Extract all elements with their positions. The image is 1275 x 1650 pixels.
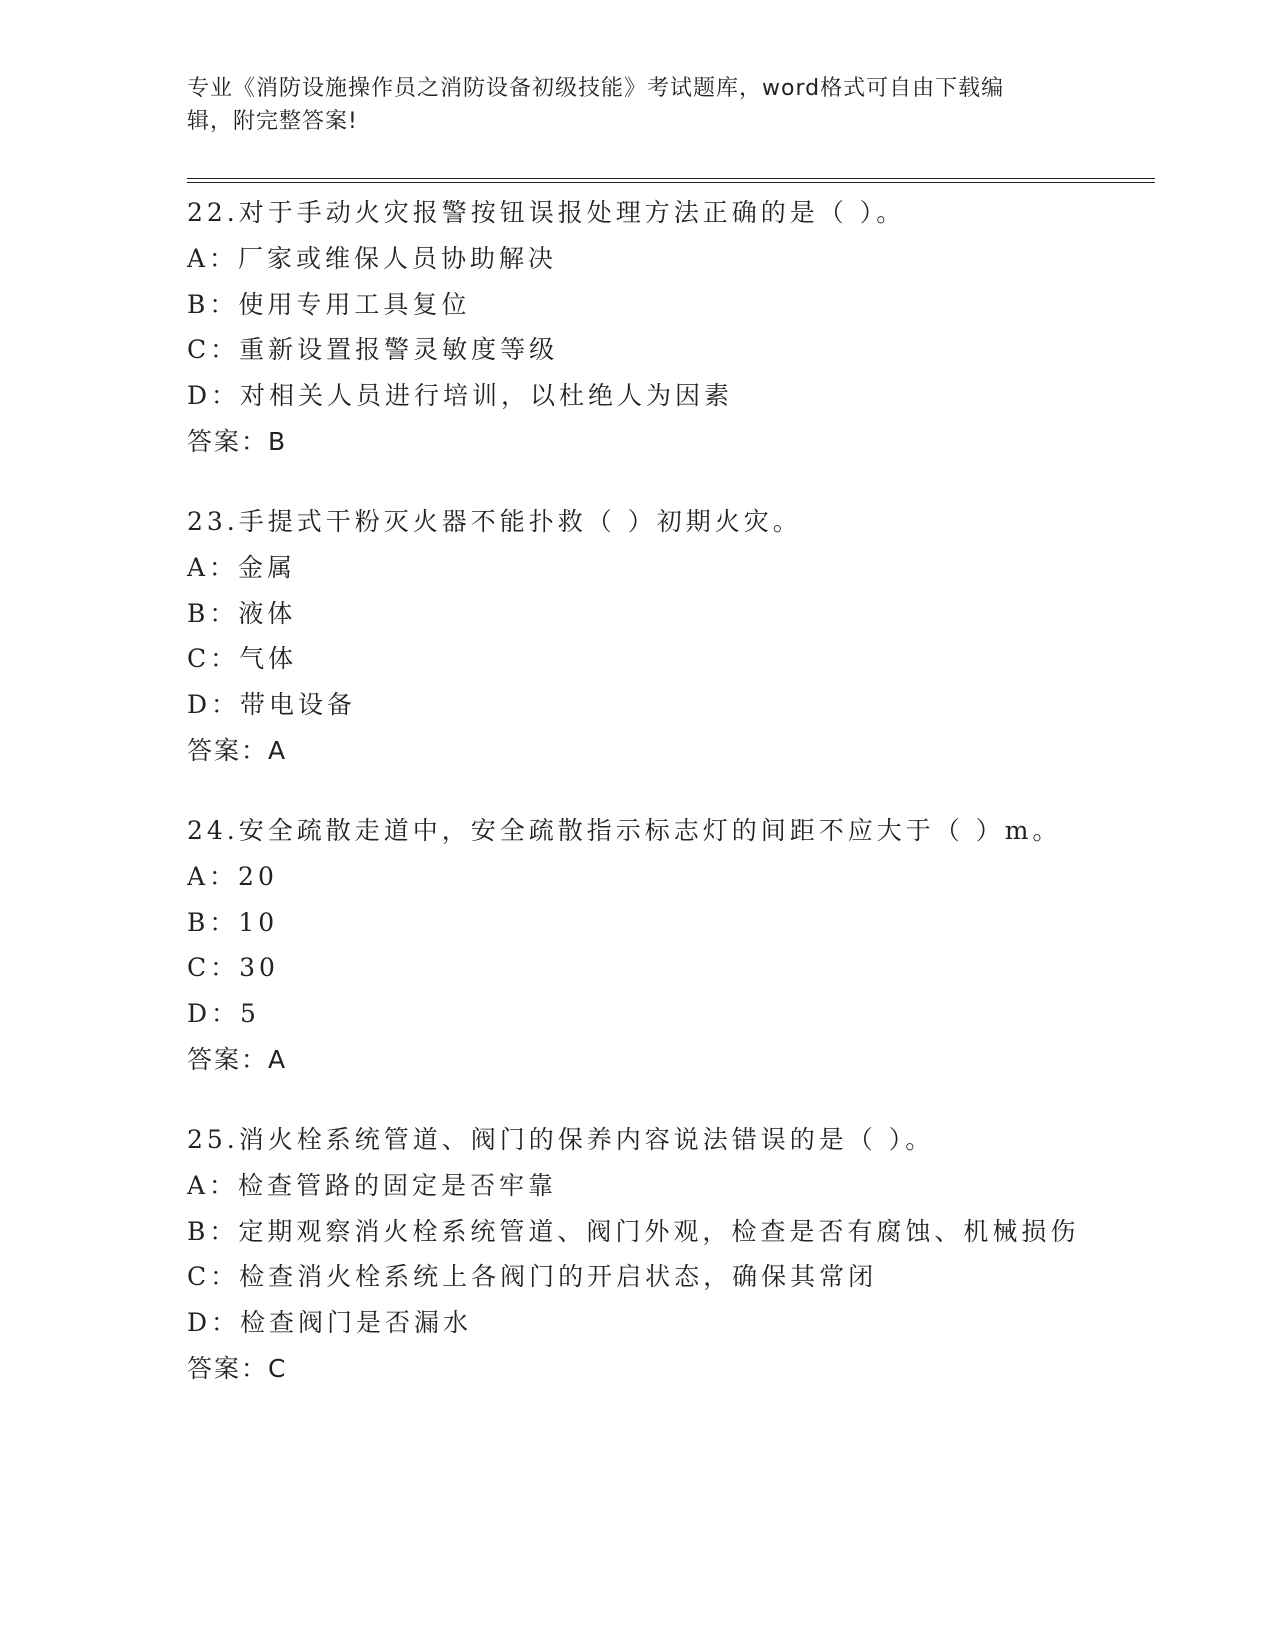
option-d: D：带电设备	[187, 690, 357, 720]
option-c: C：气体	[187, 644, 298, 674]
header-divider	[187, 178, 1155, 183]
option-b: B：使用专用工具复位	[187, 289, 471, 319]
question-stem: 25.消火栓系统管道、阀门的保养内容说法错误的是（ ）。	[187, 1124, 935, 1154]
option-d: D：检查阀门是否漏水	[187, 1308, 473, 1338]
option-a: A：20	[187, 861, 278, 891]
header-line-1: 专业《消防设施操作员之消防设备初级技能》考试题库，word格式可自由下载编	[187, 76, 1005, 101]
option-c: C：检查消火栓系统上各阀门的开启状态，确保其常闭	[187, 1262, 878, 1292]
question-stem: 24.安全疏散走道中，安全疏散指示标志灯的间距不应大于（ ）m。	[187, 815, 1062, 845]
question-23	[187, 499, 1167, 774]
answer-line: 答案：A	[187, 1044, 288, 1074]
question-stem: 22.对于手动火灾报警按钮误报处理方法正确的是（ ）。	[187, 198, 906, 227]
answer-line: 答案：A	[187, 735, 288, 765]
question-22	[187, 190, 1167, 465]
option-a: A：厂家或维保人员协助解决	[187, 243, 558, 273]
option-d: D：5	[187, 999, 260, 1029]
option-c: C：重新设置报警灵敏度等级	[187, 335, 559, 365]
answer-line: 答案：C	[187, 1353, 288, 1383]
question-list	[187, 190, 1167, 1426]
question-stem: 23.手提式干粉灭火器不能扑救（ ）初期火灾。	[187, 506, 802, 536]
question-25	[187, 1117, 1167, 1392]
header-line-2: 辑，附完整答案!	[187, 109, 358, 134]
document-header	[187, 72, 1087, 138]
option-d: D：对相关人员进行培训，以杜绝人为因素	[187, 381, 734, 411]
option-a: A：检查管路的固定是否牢靠	[187, 1170, 558, 1200]
option-b: B：液体	[187, 598, 297, 628]
question-24	[187, 808, 1167, 1083]
option-a: A：金属	[187, 552, 297, 582]
option-c: C：30	[187, 953, 279, 983]
option-b: B：定期观察消火栓系统管道、阀门外观，检查是否有腐蚀、机械损伤	[187, 1216, 1080, 1246]
answer-line: 答案：B	[187, 426, 288, 456]
option-b: B：10	[187, 907, 279, 937]
